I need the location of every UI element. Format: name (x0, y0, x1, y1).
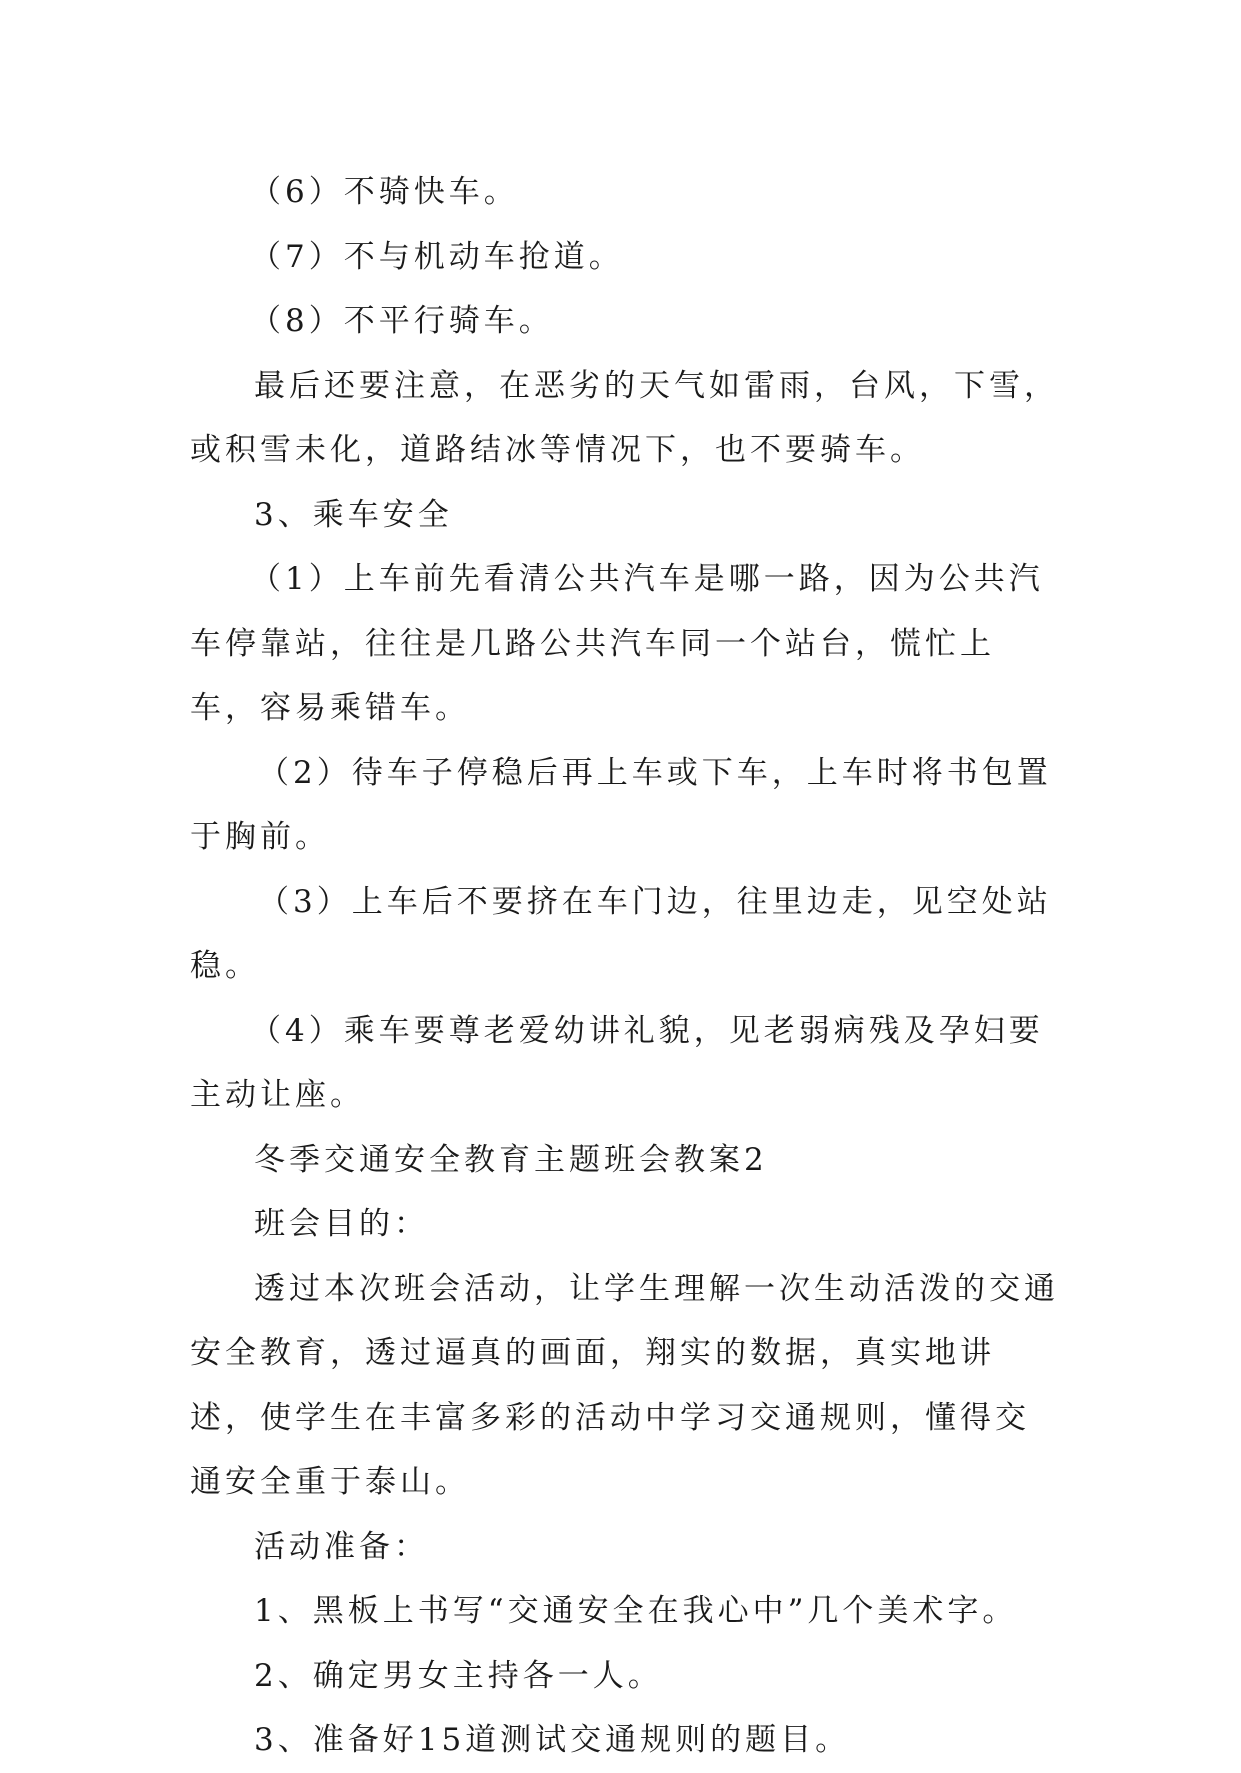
heading-activity-preparation: 活动准备： (254, 1528, 429, 1565)
prep-item-3: 3、准备好15道测试交通规则的题目。 (254, 1722, 851, 1758)
list-item-ride-1: （1）上车前先看清公共汽车是哪一路，因为公共汽车停靠站，往往是几路公共汽车同一个站台，慌忙上车，容易乘错车。 (190, 561, 1044, 726)
list-item-7: （7）不与机动车抢道。 (250, 238, 624, 275)
prep-item-2: 2、确定男女主持各一人。 (254, 1657, 663, 1694)
prep-item-1: 1、黑板上书写“交通安全在我心中”几个美术字。 (254, 1593, 1018, 1629)
paragraph-meeting-purpose: 透过本次班会活动，让学生理解一次生动活泼的交通安全教育，透过逼真的画面，翔实的数据，真实地讲述，使学生在丰富多彩的活动中学习交通规则，懂得交通安全重于泰山。 (190, 1270, 1059, 1500)
list-item-ride-2: （2）待车子停稳后再上车或下车，上车时将书包置于胸前。 (190, 754, 1052, 855)
list-item-6: （6）不骑快车。 (250, 174, 519, 210)
section-heading-ride-safety: 3、乘车安全 (254, 496, 453, 533)
paragraph-weather-warning: 最后还要注意，在恶劣的天气如雷雨，台风，下雪，或积雪未化，道路结冰等情况下，也不要骑车。 (190, 367, 1059, 468)
list-item-ride-3: （3）上车后不要挤在车门边，往里边走，见空处站稳。 (190, 883, 1052, 984)
lesson-plan-title-2: 冬季交通安全教育主题班会教案2 (254, 1141, 768, 1178)
document-body (190, 160, 1060, 1773)
list-item-8: （8）不平行骑车。 (250, 303, 554, 339)
heading-meeting-purpose: 班会目的： (254, 1206, 429, 1242)
list-item-ride-4: （4）乘车要尊老爱幼讲礼貌，见老弱病残及孕妇要主动让座。 (190, 1012, 1044, 1113)
